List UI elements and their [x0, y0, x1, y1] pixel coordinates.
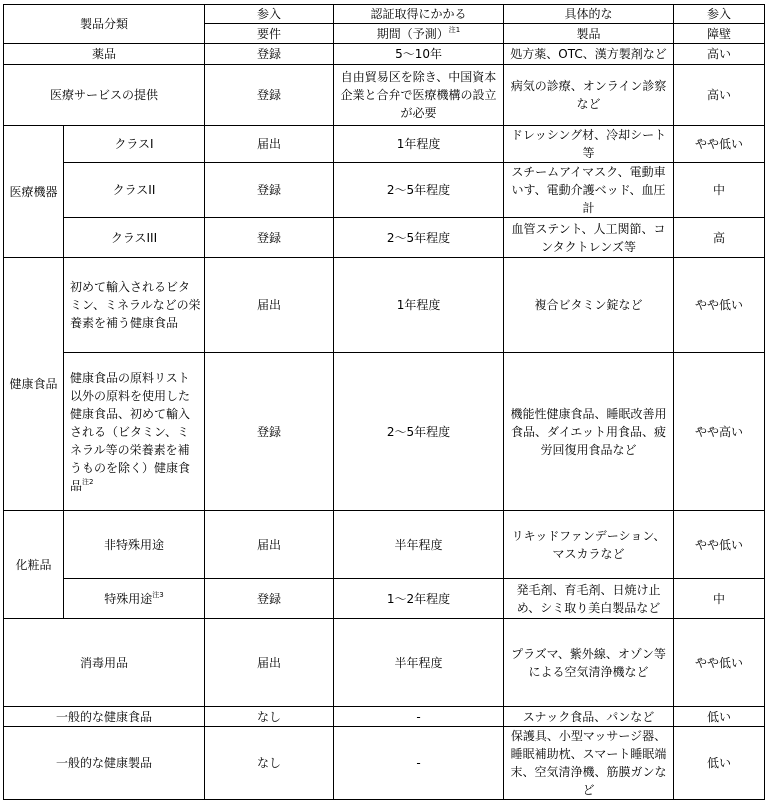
barrier-cell: やや低い: [674, 258, 765, 353]
products-cell: 血管ステント、人工関節、コンタクトレンズ等: [504, 218, 674, 258]
products-cell: 保護具、小型マッサージ器、睡眠補助枕、スマート睡眠端末、空気清浄機、筋膜ガンなど: [504, 727, 674, 800]
table-row: [4, 619, 765, 707]
table-row: [4, 163, 765, 218]
barrier-cell: 高い: [674, 44, 765, 65]
period-cell: -: [334, 727, 504, 800]
header-requirement-line2: 要件: [205, 24, 334, 44]
subcategory-cell: クラスI: [64, 126, 205, 163]
period-cell: 半年程度: [334, 511, 504, 579]
subcategory-cell: 非特殊用途: [64, 511, 205, 579]
products-cell: リキッドファンデーション、マスカラなど: [504, 511, 674, 579]
period-cell: 1～2年程度: [334, 579, 504, 619]
products-cell: スチームアイマスク、電動車いす、電動介護ベッド、血圧計: [504, 163, 674, 218]
period-cell: 2～5年程度: [334, 218, 504, 258]
header-requirement-line1: 参入: [205, 5, 334, 24]
period-cell: 2～5年程度: [334, 353, 504, 511]
products-cell: 発毛剤、育毛剤、日焼け止め、シミ取り美白製品など: [504, 579, 674, 619]
subcategory-cell: 特殊用途$^{注3}$: [64, 579, 205, 619]
products-cell: プラズマ、紫外線、オゾン等による空気清浄機など: [504, 619, 674, 707]
barrier-cell: 高: [674, 218, 765, 258]
category-cell: 一般的な健康食品: [4, 707, 205, 727]
table-row: [4, 511, 765, 579]
table-row: [4, 258, 765, 353]
requirement-cell: 登録: [205, 353, 334, 511]
table-row: [4, 707, 765, 727]
barrier-cell: やや低い: [674, 511, 765, 579]
products-cell: 処方薬、OTC、漢方製剤など: [504, 44, 674, 65]
requirement-cell: 届出: [205, 511, 334, 579]
table-row: [4, 65, 765, 126]
category-cell: 医療機器: [4, 126, 64, 258]
barrier-cell: 低い: [674, 727, 765, 800]
barrier-cell: 低い: [674, 707, 765, 727]
products-cell: ドレッシング材、冷却シート等: [504, 126, 674, 163]
header-period-line2: 期間（予測）$^{注1}$: [334, 24, 504, 44]
table-row: [4, 126, 765, 163]
products-cell: 機能性健康食品、睡眠改善用食品、ダイエット用食品、疲労回復用食品など: [504, 353, 674, 511]
category-cell: 一般的な健康製品: [4, 727, 205, 800]
table-row: [4, 44, 765, 65]
table-row: [4, 727, 765, 800]
requirement-cell: 届出: [205, 258, 334, 353]
period-cell: 2～5年程度: [334, 163, 504, 218]
header-products-line1: 具体的な: [504, 5, 674, 24]
barrier-cell: やや低い: [674, 126, 765, 163]
requirement-cell: なし: [205, 727, 334, 800]
header-products-line2: 製品: [504, 24, 674, 44]
period-cell: 半年程度: [334, 619, 504, 707]
header-row-1: [4, 5, 765, 24]
products-cell: 複合ビタミン錠など: [504, 258, 674, 353]
requirement-cell: 登録: [205, 218, 334, 258]
subcategory-cell: クラスII: [64, 163, 205, 218]
barrier-cell: やや低い: [674, 619, 765, 707]
table-row: [4, 218, 765, 258]
requirement-cell: 届出: [205, 619, 334, 707]
requirement-cell: 届出: [205, 126, 334, 163]
barrier-cell: 高い: [674, 65, 765, 126]
subcategory-cell: クラスIII: [64, 218, 205, 258]
products-cell: 病気の診療、オンライン診察など: [504, 65, 674, 126]
subcategory-cell: 健康食品の原料リスト以外の原料を使用した健康食品、初めて輸入される（ビタミン、ミネラル等の栄養素を補うものを除く）健康食品$^{注2}$: [64, 353, 205, 511]
header-barrier-line2: 障壁: [674, 24, 765, 44]
category-cell: 化粧品: [4, 511, 64, 619]
requirement-cell: 登録: [205, 65, 334, 126]
table-row: [4, 353, 765, 511]
category-cell: 消毒用品: [4, 619, 205, 707]
category-cell: 医療サービスの提供: [4, 65, 205, 126]
category-cell: 薬品: [4, 44, 205, 65]
category-cell: 健康食品: [4, 258, 64, 511]
period-cell: 1年程度: [334, 126, 504, 163]
table-row: [4, 579, 765, 619]
period-cell: -: [334, 707, 504, 727]
requirement-cell: 登録: [205, 163, 334, 218]
header-category: 製品分類: [4, 5, 205, 44]
barrier-cell: やや高い: [674, 353, 765, 511]
period-cell: 1年程度: [334, 258, 504, 353]
header-barrier-line1: 参入: [674, 5, 765, 24]
entry-requirements-table: [3, 4, 765, 800]
requirement-cell: なし: [205, 707, 334, 727]
barrier-cell: 中: [674, 579, 765, 619]
barrier-cell: 中: [674, 163, 765, 218]
products-cell: スナック食品、パンなど: [504, 707, 674, 727]
period-cell: 5～10年: [334, 44, 504, 65]
subcategory-cell: 初めて輸入されるビタミン、ミネラルなどの栄養素を補う健康食品: [64, 258, 205, 353]
requirement-cell: 登録: [205, 44, 334, 65]
requirement-cell: 登録: [205, 579, 334, 619]
header-period-line1: 認証取得にかかる: [334, 5, 504, 24]
period-cell: 自由貿易区を除き、中国資本企業と合弁で医療機構の設立が必要: [334, 65, 504, 126]
